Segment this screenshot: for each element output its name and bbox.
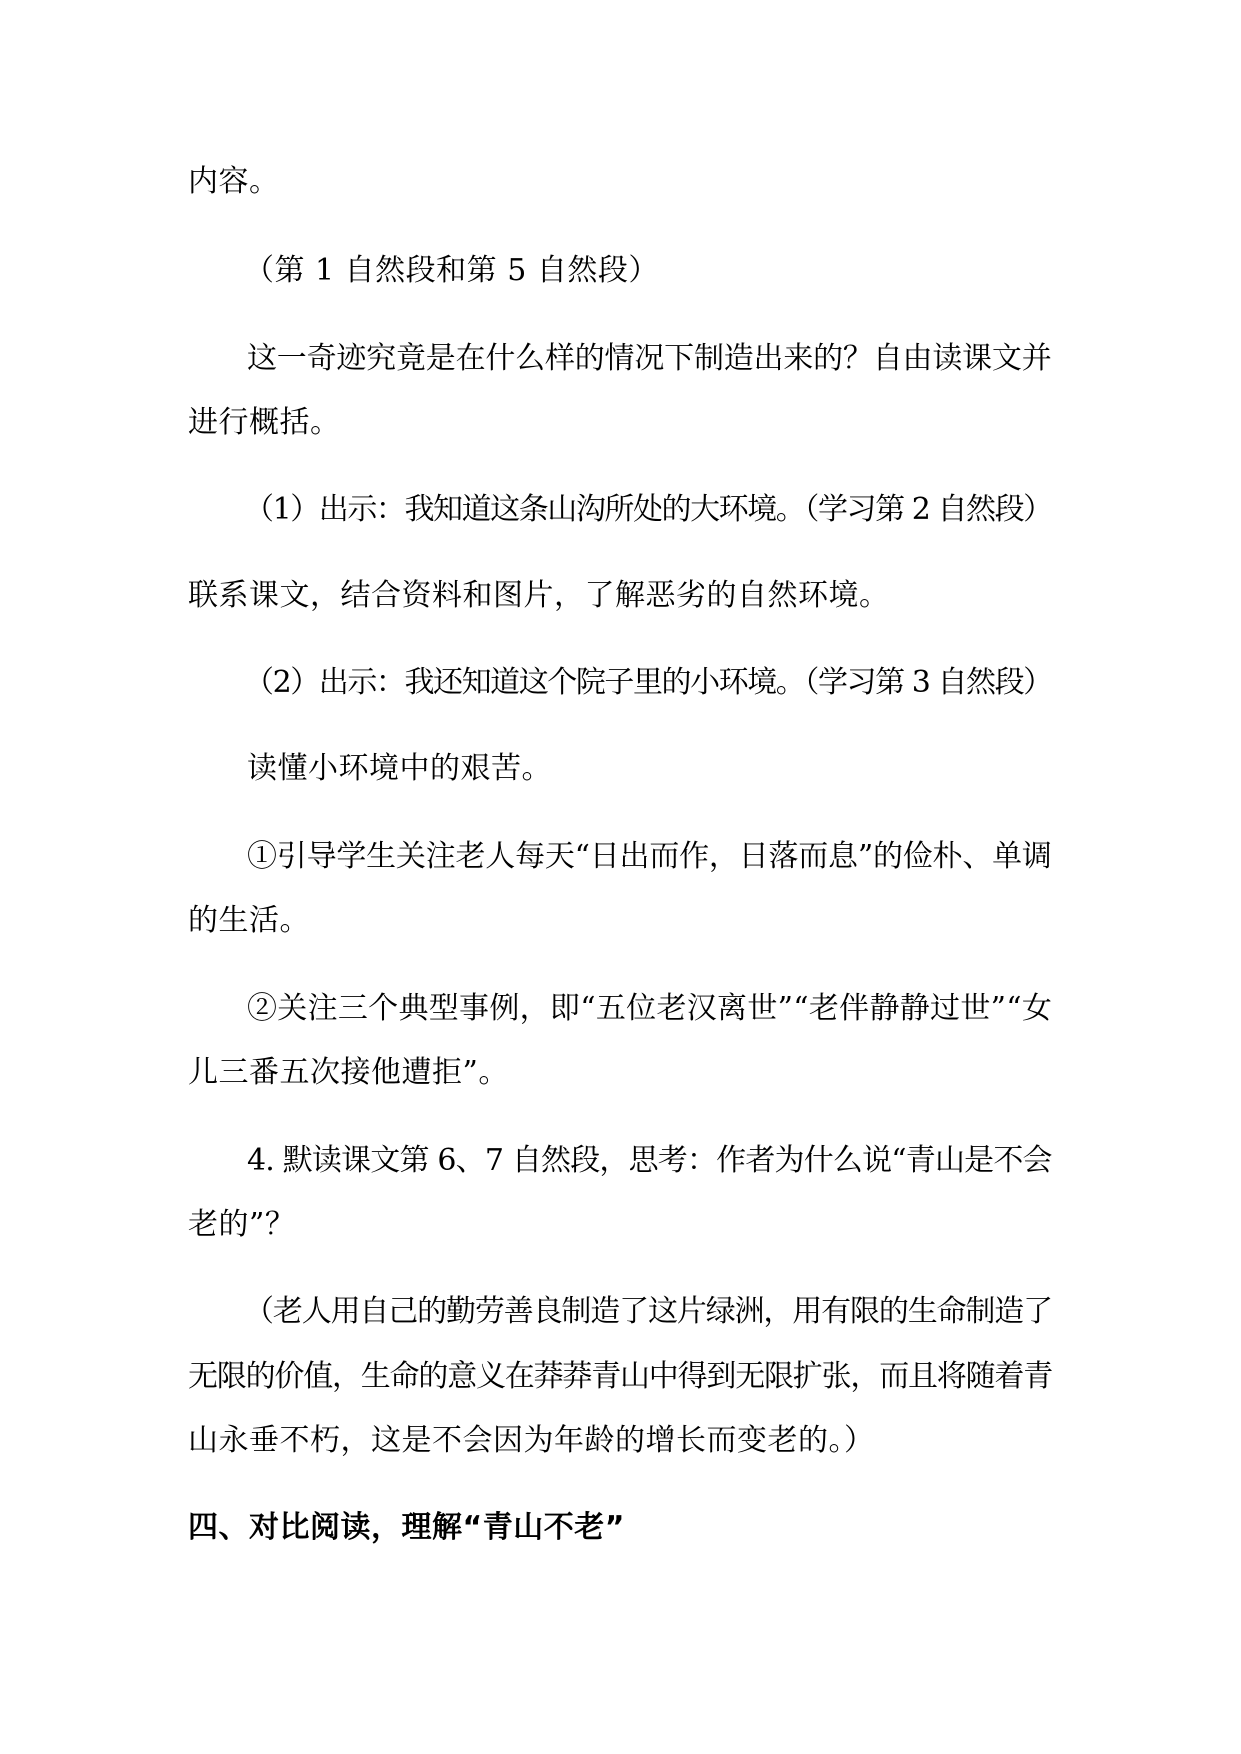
text-line: （2）出示：我还知道这个院子里的小环境。（学习第 3 自然段）: [244, 665, 1052, 700]
text-line: 山永垂不朽，这是不会因为年龄的增长而变老的。）: [188, 1423, 875, 1458]
text-line: 老的”？: [188, 1207, 296, 1242]
text-line: 进行概括。: [188, 405, 341, 440]
section-heading: 四、对比阅读，理解“青山不老”: [188, 1510, 625, 1545]
text-line: 4. 默读课文第 6、7 自然段，思考：作者为什么说“青山是不会: [247, 1143, 1052, 1178]
text-line: ②关注三个典型事例，即“五位老汉离世”“老伴静静过世”“女: [247, 991, 1053, 1026]
text-line: 内容。: [188, 164, 280, 199]
text-line: 读懂小环境中的艰苦。: [247, 751, 552, 786]
text-line: （1）出示：我知道这条山沟所处的大环境。（学习第 2 自然段）: [244, 492, 1052, 527]
text-line: 儿三番五次接他遭拒”。: [188, 1055, 509, 1090]
text-line: 的生活。: [188, 903, 310, 938]
text-line: ①引导学生关注老人每天“日出而作，日落而息”的俭朴、单调: [247, 839, 1052, 874]
text-line: 这一奇迹究竟是在什么样的情况下制造出来的？自由读课文并: [247, 341, 1052, 376]
text-line: （老人用自己的勤劳善良制造了这片绿洲，用有限的生命制造了: [244, 1294, 1052, 1329]
text-line: 无限的价值，生命的意义在莽莽青山中得到无限扩张，而且将随着青: [188, 1359, 1052, 1394]
text-line: （第 1 自然段和第 5 自然段）: [244, 253, 659, 288]
text-line: 联系课文，结合资料和图片，了解恶劣的自然环境。: [188, 578, 890, 613]
